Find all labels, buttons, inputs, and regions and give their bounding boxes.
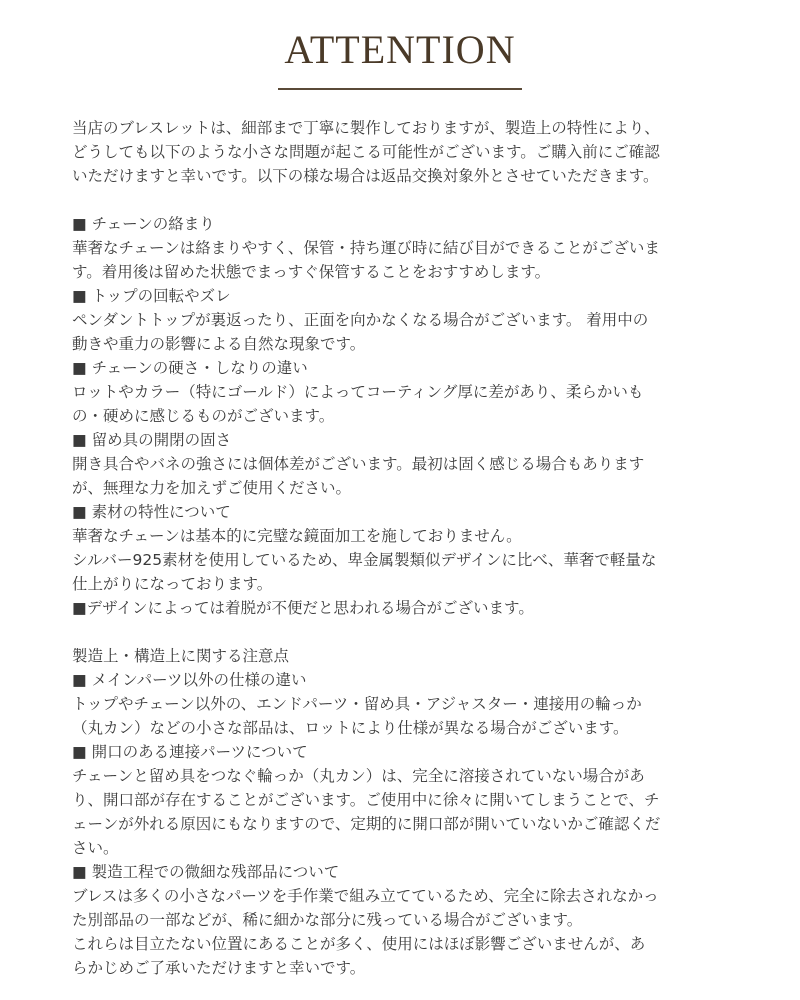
section-heading: ■ メインパーツ以外の仕様の違い (72, 671, 307, 689)
section-heading: ■ 素材の特性について (72, 503, 231, 521)
section-text: 動きや重力の影響による自然な現象です。 (72, 335, 366, 353)
page-title: ATTENTION (284, 27, 516, 72)
section-heading: ■ 開口のある連接パーツについて (72, 743, 308, 761)
section-text: が、無理な力を加えずご使用ください。 (72, 479, 352, 497)
notice-body (72, 116, 732, 980)
section-text: シルバー925素材を使用しているため、卑金属製類似デザインに比べ、華奢で軽量な (72, 551, 657, 569)
section-text: 華奢なチェーンは絡まりやすく、保管・持ち運び時に結び目ができることがございま (72, 239, 660, 257)
section-text: 仕上がりになっております。 (72, 575, 273, 593)
section-text: ロットやカラー（特にゴールド）によってコーティング厚に差があり、柔らかいも (72, 383, 644, 401)
section-heading: ■ 製造工程での微細な残部品について (72, 863, 340, 881)
section-text: ペンダントトップが裏返ったり、正面を向かなくなる場合がございます。 着用中の (72, 311, 649, 329)
section-text: た別部品の一部などが、稀に細かな部分に残っている場合がございます。 (72, 911, 583, 929)
section-text: ブレスは多くの小さなパーツを手作業で組み立てているため、完全に除去されなかっ (72, 887, 659, 905)
section-text: ェーンが外れる原因にもなりますので、定期的に開口部が開いていないかご確認くだ (72, 815, 661, 833)
section-text: 華奢なチェーンは基本的に完璧な鏡面加工を施しておりません。 (72, 527, 522, 545)
spacer (72, 620, 732, 644)
intro-line: 当店のブレスレットは、細部まで丁寧に製作しておりますが、製造上の特性により、 (72, 119, 660, 137)
section-text: トップやチェーン以外の、エンドパーツ・留め具・アジャスター・連接用の輪っか (72, 695, 642, 713)
manufacturing-notes-section (72, 644, 732, 980)
spacer (72, 188, 732, 212)
section-text: り、開口部が存在することがございます。ご使用中に徐々に開いてしまうことで、チ (72, 791, 660, 809)
section-text: の・硬めに感じるものがございます。 (72, 407, 335, 425)
section-heading: ■デザインによっては着脱が不便だと思われる場合がございます。 (72, 599, 534, 617)
section-title: 製造上・構造上に関する注意点 (72, 647, 290, 665)
section-heading: ■ 留め具の開閉の固さ (72, 431, 232, 449)
section-text: らかじめご了承いただけますと幸いです。 (72, 959, 366, 977)
product-notes-section (72, 212, 732, 620)
section-text: （丸カン）などの小さな部品は、ロットにより仕様が異なる場合がございます。 (72, 719, 629, 737)
section-text: さい。 (72, 839, 119, 857)
intro-line: いただけますと幸いです。以下の様な場合は返品交換対象外とさせていただきます。 (72, 167, 659, 185)
intro-paragraph (72, 116, 732, 188)
section-text: これらは目立たない位置にあることが多く、使用にはほぼ影響ございませんが、あ (72, 935, 646, 953)
section-heading: ■ チェーンの絡まり (72, 215, 215, 233)
title-underline (278, 88, 522, 90)
section-text: 開き具合やバネの強さには個体差がございます。最初は固く感じる場合もあります (72, 455, 645, 473)
section-text: チェーンと留め具をつなぐ輪っか（丸カン）は、完全に溶接されていない場合があ (72, 767, 645, 785)
intro-line: どうしても以下のような小さな問題が起こる可能性がございます。ご購入前にご確認 (72, 143, 660, 161)
section-heading: ■ チェーンの硬さ・しなりの違い (72, 359, 308, 377)
section-text: す。着用後は留めた状態でまっすぐ保管することをおすすめします。 (72, 263, 551, 281)
section-heading: ■ トップの回転やズレ (72, 287, 231, 305)
